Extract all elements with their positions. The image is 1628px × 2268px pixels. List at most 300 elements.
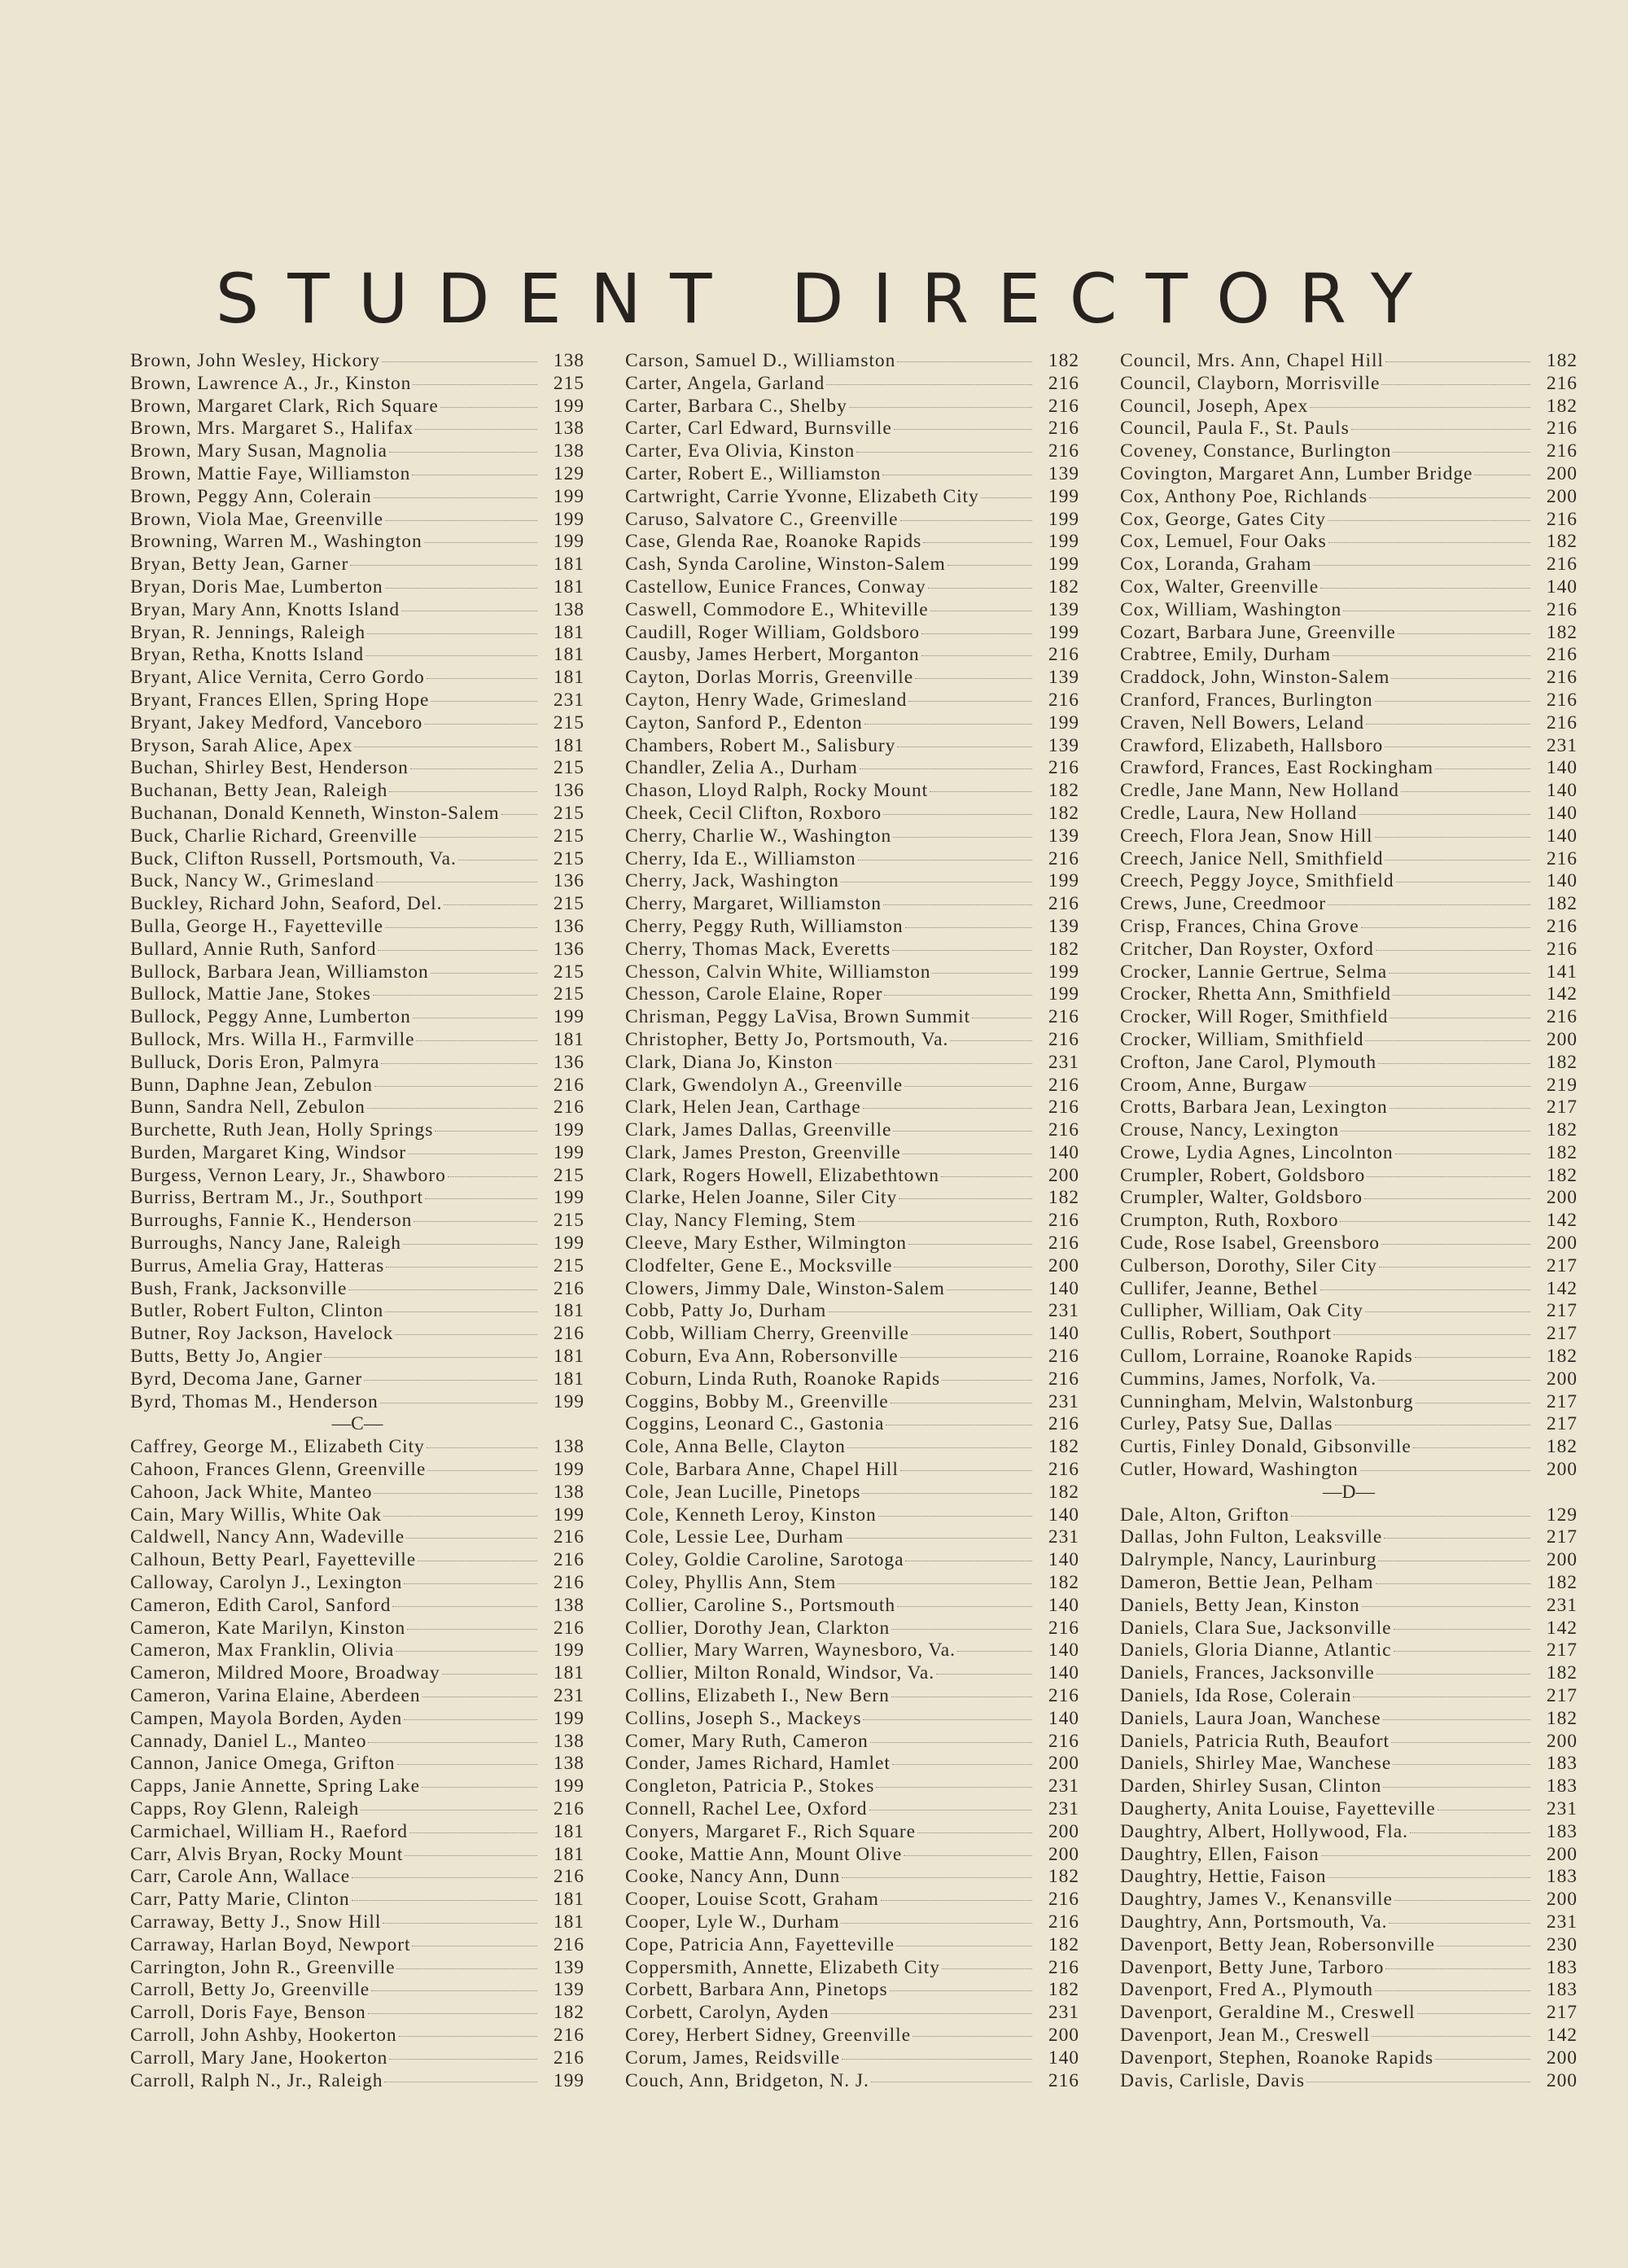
dot-leader [921,633,1032,634]
page-number: 138 [553,1436,584,1458]
student-name-hometown: Collins, Elizabeth I., New Bern [625,1685,890,1707]
dot-leader [404,1583,537,1584]
dot-leader [1365,1311,1530,1312]
student-name-hometown: Bryan, Retha, Knotts Island [130,644,365,666]
directory-entry [1120,1165,1578,1188]
directory-entry [625,961,1079,984]
directory-entry [625,2047,1079,2070]
directory-entry [1120,1278,1578,1301]
student-name-hometown: Cox, Anthony Poe, Richlands [1120,485,1368,507]
page-number: 181 [553,734,584,756]
student-name-hometown: Carter, Eva Olivia, Kinston [625,440,856,462]
page-number: 216 [1048,2069,1079,2091]
letter-section-header: —D— [1323,1481,1375,1503]
directory-entry [130,1278,584,1301]
student-name-hometown: Crisp, Frances, China Grove [1120,915,1359,937]
page-number: 142 [1546,983,1578,1005]
dot-leader [416,1040,537,1041]
page-number: 200 [1546,1187,1578,1209]
dot-leader [897,1606,1032,1607]
page-number: 216 [1048,440,1079,462]
student-name-hometown: Chason, Lloyd Ralph, Rocky Mount [625,780,929,802]
dot-leader [828,1311,1032,1312]
page-number: 182 [1048,938,1079,960]
student-name-hometown: Cole, Barbara Anne, Chapel Hill [625,1459,899,1481]
student-name-hometown: Daniels, Laura Joan, Wanchese [1120,1707,1381,1729]
directory-entry [1120,418,1578,440]
page-number: 182 [1546,1119,1578,1141]
directory-entry [130,1346,584,1368]
directory-entry [1120,667,1578,690]
student-name-hometown: Chandler, Zelia A., Durham [625,757,858,779]
page-number: 217 [1546,1254,1578,1276]
directory-entry [1120,1187,1578,1210]
dot-leader [1341,1131,1530,1132]
student-name-hometown: Bryson, Sarah Alice, Apex [130,734,353,756]
page-number: 200 [1048,2024,1079,2046]
dot-leader [407,1629,537,1630]
page-number: 139 [553,1956,584,1978]
page-number: 231 [1048,1300,1079,1322]
directory-entry [1120,2025,1578,2047]
directory-entry [625,1866,1079,1889]
directory-entry [625,1210,1079,1233]
directory-entry [625,1391,1079,1414]
directory-entry [130,1459,584,1482]
student-name-hometown: Buckley, Richard John, Seaford, Del. [130,893,443,915]
directory-entry [1120,1526,1578,1549]
student-name-hometown: Carter, Carl Edward, Burnsville [625,418,892,440]
page-number: 181 [553,1889,584,1911]
dot-leader [1310,407,1530,408]
directory-entry [130,1097,584,1119]
student-name-hometown: Byrd, Decoma Jane, Garner [130,1368,363,1390]
page-number: 182 [1546,621,1578,643]
dot-leader [350,565,537,566]
student-name-hometown: Cope, Patricia Ann, Fayetteville [625,1933,895,1955]
page-number: 140 [1048,1141,1079,1163]
dot-leader [1291,1516,1530,1517]
page-number: 183 [1546,1866,1578,1888]
student-name-hometown: Cannon, Janice Omega, Grifton [130,1753,396,1775]
student-name-hometown: Daniels, Shirley Mae, Wanchese [1120,1753,1392,1775]
page-number: 216 [1048,1368,1079,1390]
student-name-hometown: Corey, Herbert Sidney, Greenville [625,2024,911,2046]
student-name-hometown: Crumpler, Walter, Goldsboro [1120,1187,1363,1209]
dot-leader [406,1538,537,1539]
student-name-hometown: Cayton, Sanford P., Edenton [625,711,863,733]
dot-leader [385,927,537,928]
page-number: 199 [1048,983,1079,1005]
directory-entry [130,1844,584,1867]
directory-entry [130,463,584,486]
directory-entry [130,1482,584,1504]
page-number: 140 [1546,576,1578,598]
dot-leader [410,768,537,769]
directory-entry [1120,1821,1578,1844]
directory-entry [1120,1413,1578,1436]
dot-leader [1391,1742,1530,1743]
dot-leader [367,633,537,634]
page-number: 181 [553,1028,584,1050]
page-number: 182 [1048,1933,1079,1955]
directory-entry [1120,622,1578,645]
student-name-hometown: Cunningham, Melvin, Walstonburg [1120,1390,1414,1412]
directory-entry [625,1459,1079,1482]
student-name-hometown: Cleeve, Mary Esther, Wilmington [625,1233,907,1254]
directory-entry [130,983,584,1006]
page-number: 142 [1546,1277,1578,1299]
dot-leader [399,2036,537,2037]
dot-leader [1367,1176,1530,1177]
directory-entry [130,848,584,871]
page-number: 215 [553,825,584,847]
student-name-hometown: Collins, Joseph S., Mackeys [625,1707,862,1729]
page-number: 199 [553,1390,584,1412]
dot-leader [1415,1357,1530,1358]
page-number: 216 [1048,689,1079,711]
dot-leader [444,904,537,905]
directory-entry [130,712,584,735]
directory-entry [1120,554,1578,576]
directory-entry [130,1889,584,1911]
page-number: 183 [1546,1979,1578,2001]
student-name-hometown: Buchanan, Betty Jean, Raleigh [130,780,388,802]
page-number: 216 [553,1798,584,1819]
page-number: 199 [553,508,584,530]
student-name-hometown: Carr, Carole Ann, Wallace [130,1866,351,1888]
page-number: 216 [553,1549,584,1571]
student-name-hometown: Carter, Barbara C., Shelby [625,395,847,417]
dot-leader [1435,2059,1530,2060]
page-number: 231 [1546,734,1578,756]
student-name-hometown: Carr, Patty Marie, Clinton [130,1889,350,1911]
dot-leader [912,2036,1032,2037]
directory-entry [130,1075,584,1097]
directory-entry [625,350,1079,373]
dot-leader [897,361,1032,362]
page-number: 139 [1048,667,1079,689]
page-number: 216 [553,2024,584,2046]
student-name-hometown: Brown, Mary Susan, Magnolia [130,440,387,462]
page-number: 231 [553,1685,584,1707]
page-number: 136 [553,915,584,937]
page-number: 200 [1546,2047,1578,2069]
dot-leader [826,384,1032,385]
page-number: 182 [1048,1572,1079,1594]
student-name-hometown: Carter, Robert E., Williamston [625,462,882,484]
dot-leader [856,452,1032,453]
dot-leader [392,1606,537,1607]
student-name-hometown: Buchan, Shirley Best, Henderson [130,757,409,779]
student-name-hometown: Bullock, Barbara Jean, Williamston [130,961,429,983]
dot-leader [1383,1719,1530,1720]
page-number: 182 [1048,802,1079,824]
directory-entry [625,486,1079,509]
student-name-hometown: Cherry, Jack, Washington [625,870,839,892]
page-number: 231 [1546,1911,1578,1933]
student-name-hometown: Creech, Janice Nell, Smithfield [1120,847,1384,869]
directory-entry [130,690,584,712]
directory-entry [1120,1866,1578,1889]
student-name-hometown: Bryan, R. Jennings, Raleigh [130,621,366,643]
page-number: 181 [553,1300,584,1322]
directory-entry [1120,1934,1578,1957]
dot-leader [1417,2013,1530,2014]
dot-leader [396,1968,537,1969]
page-number: 182 [1048,1979,1079,2001]
directory-entry [130,1775,584,1798]
student-name-hometown: Credle, Jane Mann, New Holland [1120,780,1399,802]
dot-leader [1359,814,1530,815]
page-number: 200 [1546,1889,1578,1911]
page-number: 216 [553,1074,584,1096]
page-number: 231 [1546,1798,1578,1819]
student-name-hometown: Christopher, Betty Jo, Portsmouth, Va. [625,1028,949,1050]
dot-leader [941,1176,1032,1177]
directory-entry [625,1029,1079,1052]
student-name-hometown: Crowe, Lydia Agnes, Lincolnton [1120,1141,1394,1163]
student-name-hometown: Crumpler, Robert, Goldsboro [1120,1164,1366,1186]
directory-entry [1120,373,1578,396]
dot-leader [1375,1990,1530,1991]
dot-leader [1364,1198,1530,1199]
student-name-hometown: Coppersmith, Annette, Elizabeth City [625,1956,940,1978]
student-name-hometown: Castellow, Eunice Frances, Conway [625,576,926,598]
student-name-hometown: Dalrymple, Nancy, Laurinburg [1120,1549,1377,1571]
dot-leader [404,1719,537,1720]
page-number: 216 [553,1323,584,1345]
directory-entry [130,486,584,509]
dot-leader [1320,1289,1531,1290]
student-name-hometown: Comer, Mary Ruth, Cameron [625,1730,869,1752]
page-number: 200 [1546,462,1578,484]
directory-entry [1120,690,1578,712]
page-number: 182 [1048,1866,1079,1888]
page-number: 182 [1546,531,1578,553]
student-name-hometown: Crotts, Barbara Jean, Lexington [1120,1097,1388,1119]
student-name-hometown: Carter, Angela, Garland [625,372,825,394]
page-number: 200 [1546,1028,1578,1050]
page-number: 216 [1048,1119,1079,1141]
page-number: 199 [1048,621,1079,643]
student-name-hometown: Clowers, Jimmy Dale, Winston-Salem [625,1277,945,1299]
page-number: 199 [553,1141,584,1163]
dot-leader [381,1063,537,1064]
student-name-hometown: Critcher, Dan Royster, Oxford [1120,938,1374,960]
student-name-hometown: Brown, John Wesley, Hickory [130,350,380,371]
dot-leader [378,950,537,951]
directory-entry [625,1436,1079,1459]
dot-leader [1328,520,1530,521]
page-number: 199 [553,1504,584,1526]
page-number: 216 [1048,1006,1079,1028]
directory-entry [625,463,1079,486]
page-number: 215 [553,1210,584,1232]
student-name-hometown: Daughtry, Hettie, Faison [1120,1866,1327,1888]
directory-entry [1120,1957,1578,1980]
student-name-hometown: Collier, Dorothy Jean, Clarkton [625,1617,891,1639]
page-number: 181 [553,621,584,643]
directory-entry [1120,1006,1578,1029]
student-name-hometown: Carrington, John R., Greenville [130,1956,396,1978]
dot-leader [858,1221,1032,1222]
dot-leader [1393,452,1530,453]
dot-leader [1376,1583,1531,1584]
page-number: 231 [1048,1051,1079,1073]
student-name-hometown: Cullom, Lorraine, Roanoke Rapids [1120,1346,1413,1368]
directory-entry [130,644,584,667]
dot-leader [403,1244,537,1245]
page-number: 136 [553,780,584,802]
student-name-hometown: Bullock, Mrs. Willa H., Farmville [130,1028,415,1050]
directory-entry [130,1866,584,1889]
page-number: 216 [1546,667,1578,689]
student-name-hometown: Cameron, Edith Carol, Sanford [130,1594,392,1616]
directory-entry [130,2025,584,2047]
student-name-hometown: Cherry, Peggy Ruth, Williamston [625,915,904,937]
dot-leader [1376,1674,1530,1675]
dot-leader [368,2013,537,2014]
page-number: 216 [553,1277,584,1299]
student-name-hometown: Carroll, Ralph N., Jr., Raleigh [130,2069,383,2091]
student-name-hometown: Cole, Kenneth Leroy, Kinston [625,1504,877,1526]
dot-leader [842,1877,1032,1878]
page-number: 216 [1048,1459,1079,1481]
dot-leader [870,1742,1032,1743]
student-name-hometown: Creech, Flora Jean, Snow Hill [1120,825,1373,847]
page-number: 231 [1048,1775,1079,1797]
dot-leader [894,1267,1032,1268]
page-number: 182 [1546,1572,1578,1594]
dot-leader [893,1131,1032,1132]
directory-entry [625,1006,1079,1029]
student-name-hometown: Cooper, Lyle W., Durham [625,1911,840,1933]
student-name-hometown: Conyers, Margaret F., Rich Square [625,1820,916,1842]
dot-leader [1313,565,1530,566]
student-name-hometown: Bryant, Frances Ellen, Spring Hope [130,689,430,711]
directory-column-1 [130,350,584,2092]
dot-leader [1435,768,1530,769]
student-name-hometown: Bryan, Betty Jean, Garner [130,554,349,576]
page-number: 136 [553,1051,584,1073]
directory-entry [1120,1436,1578,1459]
dot-leader [374,1493,537,1494]
directory-entry [625,1708,1079,1731]
dot-leader [1393,995,1530,996]
dot-leader [1398,633,1530,634]
page-number: 216 [553,1866,584,1888]
dot-leader [368,1742,537,1743]
dot-leader [835,1063,1032,1064]
student-name-hometown: Dallas, John Fulton, Leaksville [1120,1526,1383,1548]
page-number: 199 [553,1187,584,1209]
page-number: 216 [1048,1889,1079,1911]
page-number: 142 [1546,2024,1578,2046]
dot-leader [947,565,1032,566]
directory-entry [1120,780,1578,803]
directory-entry [1120,1662,1578,1685]
directory-entry [1120,1775,1578,1798]
dot-leader [1384,1538,1530,1539]
directory-entry [1120,1595,1578,1618]
directory-entry [1120,1459,1578,1482]
page-number: 215 [553,1164,584,1186]
page-number: 199 [553,485,584,507]
page-number: 216 [1048,644,1079,666]
page-number: 216 [1048,372,1079,394]
directory-entry [130,803,584,825]
dot-leader [911,1334,1032,1335]
dot-leader [981,497,1032,498]
page-number: 215 [553,847,584,869]
student-name-hometown: Cooke, Nancy Ann, Dunn [625,1866,841,1888]
page-number: 140 [1546,780,1578,802]
directory-entry [625,1300,1079,1323]
student-name-hometown: Bryan, Doris Mae, Lumberton [130,576,383,598]
student-name-hometown: Cranford, Frances, Burlington [1120,689,1373,711]
page-number: 182 [1048,1187,1079,1209]
dot-leader [1378,1063,1530,1064]
student-name-hometown: Coley, Phyllis Ann, Stem [625,1572,837,1594]
page-number: 216 [1546,440,1578,462]
directory-entry [625,803,1079,825]
page-number: 216 [1048,1233,1079,1254]
directory-entry [625,1731,1079,1754]
student-name-hometown: Couch, Ann, Bridgeton, N. J. [625,2069,869,2091]
page-number: 182 [1048,350,1079,371]
dot-leader [382,361,537,362]
directory-entry [625,554,1079,576]
dot-leader [921,655,1032,656]
page-number: 216 [1048,1028,1079,1050]
student-name-hometown: Davenport, Betty Jean, Robersonville [1120,1933,1435,1955]
page-number: 199 [1048,711,1079,733]
directory-entry [1120,1640,1578,1662]
dot-leader [884,995,1032,996]
student-name-hometown: Crawford, Elizabeth, Hallsboro [1120,734,1384,756]
page-number: 182 [1546,350,1578,371]
directory-entry [130,1255,584,1278]
dot-leader [1365,1040,1530,1041]
dot-leader [1333,655,1530,656]
page-number: 231 [1048,2002,1079,2024]
directory-entry [130,1504,584,1527]
directory-entry [130,1595,584,1618]
directory-entry [130,1934,584,1957]
dot-leader [373,995,537,996]
student-name-hometown: Brown, Mrs. Margaret S., Halifax [130,418,414,440]
student-name-hometown: Collier, Milton Ronald, Windsor, Va. [625,1662,935,1684]
student-name-hometown: Conder, James Richard, Hamlet [625,1753,891,1775]
directory-entry [130,939,584,961]
student-name-hometown: Crocker, William, Smithfield [1120,1028,1364,1050]
directory-entry [130,1526,584,1549]
student-name-hometown: Davenport, Fred A., Plymouth [1120,1979,1373,2001]
page-number: 199 [1048,554,1079,576]
dot-leader [842,2059,1032,2060]
directory-entry [625,1979,1079,2002]
dot-leader [1328,542,1530,543]
dot-leader [501,814,537,815]
page-number: 140 [1048,1640,1079,1662]
dot-leader [427,1470,537,1471]
student-name-hometown: Carroll, Betty Jo, Greenville [130,1979,370,2001]
dot-leader [448,1176,537,1177]
page-number: 216 [553,1526,584,1548]
page-number: 199 [1048,870,1079,892]
dot-leader [1394,1629,1530,1630]
